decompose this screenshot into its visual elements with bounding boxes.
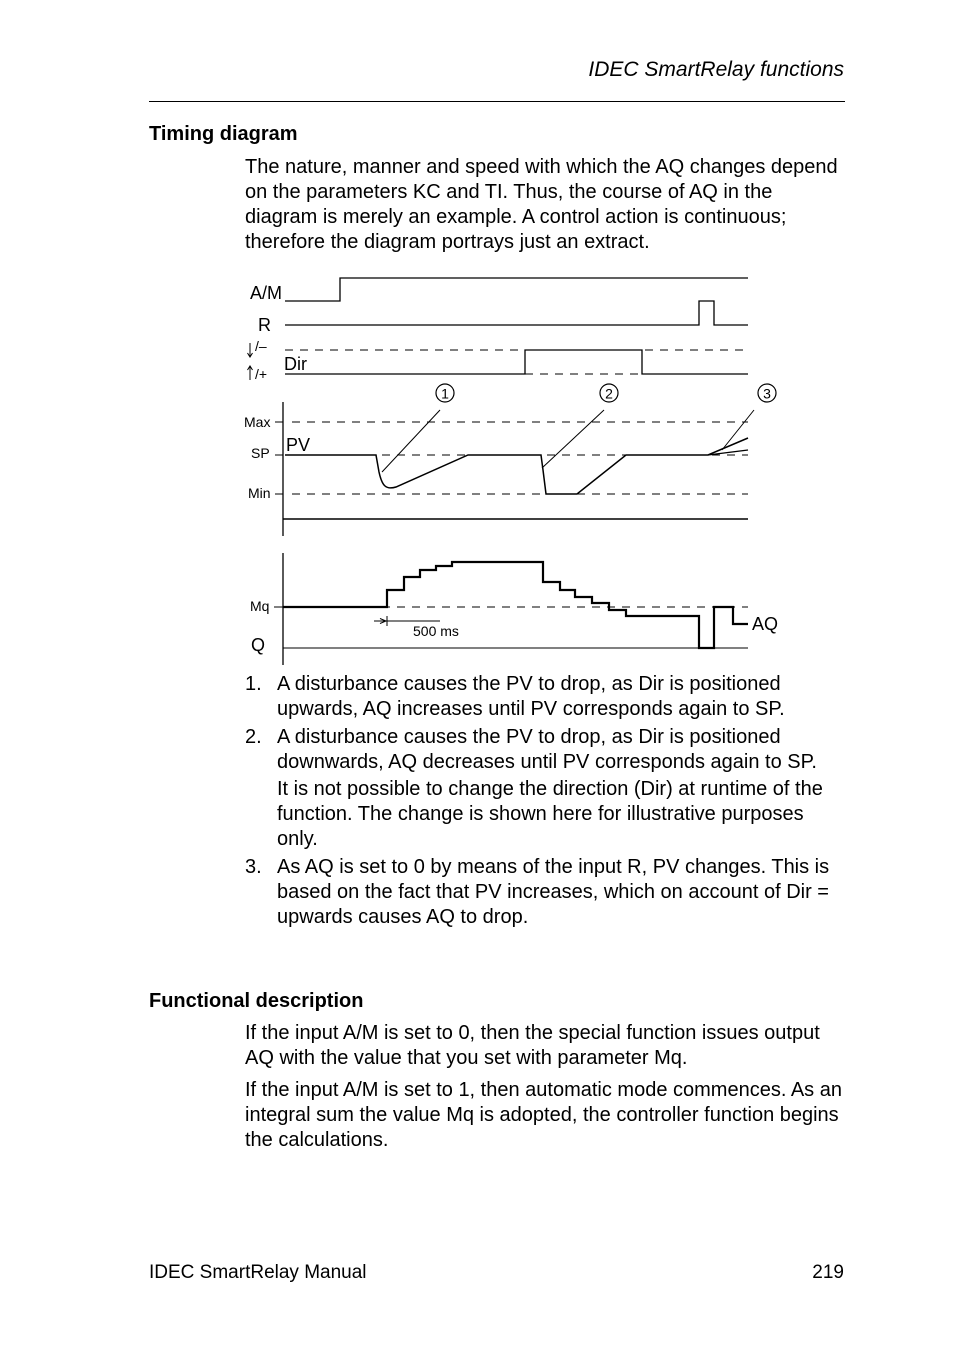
dir-signal bbox=[285, 350, 748, 374]
callout-2 bbox=[600, 384, 618, 402]
list-item bbox=[245, 855, 845, 930]
intro-paragraph: The nature, manner and speed with which the AQ changes depend on the parameters KC and TI. Thus, the course of AQ in the diagram is merely an example. A control action is continuous; therefore the diagram portrays just an extract. bbox=[245, 156, 838, 253]
label-500ms: 500 ms bbox=[413, 623, 459, 639]
callout-3 bbox=[758, 384, 776, 402]
callout-3-leader bbox=[722, 410, 754, 450]
label-pv: PV bbox=[286, 435, 311, 455]
footer-manual-title: IDEC SmartRelay Manual bbox=[149, 1262, 367, 1283]
section-heading-functional-description: Functional description bbox=[149, 990, 364, 1012]
am-signal bbox=[285, 278, 748, 301]
callout-1-leader bbox=[382, 410, 440, 472]
label-max: Max bbox=[244, 414, 271, 430]
list-item bbox=[245, 672, 845, 722]
list-item-number: 3. bbox=[245, 856, 262, 878]
label-min: Min bbox=[248, 485, 271, 501]
footer-page-number: 219 bbox=[812, 1262, 844, 1283]
timing-diagram bbox=[0, 0, 954, 672]
functional-paragraph-2: If the input A/M is set to 1, then automatic mode commences. As an integral sum the value Mq is adopted, the controller function begins the calculations. bbox=[245, 1079, 842, 1151]
numbered-list bbox=[245, 672, 845, 933]
dir-up-arrow-icon bbox=[248, 366, 253, 380]
pv-curve bbox=[285, 438, 748, 494]
functional-paragraph-1: If the input A/M is set to 0, then the special function issues output AQ with the value that you set with parameter Mq. bbox=[245, 1022, 820, 1069]
aq-signal bbox=[283, 562, 748, 648]
label-am: A/M bbox=[250, 283, 283, 303]
running-header: IDEC SmartRelay functions bbox=[588, 58, 844, 81]
label-q: Q bbox=[251, 635, 266, 655]
svg-text:2: 2 bbox=[605, 385, 613, 402]
list-item-note: It is not possible to change the direction (Dir) at runtime of the function. The change is shown here for illustrative purposes only. bbox=[277, 778, 823, 850]
callout-1 bbox=[436, 384, 454, 402]
callout-2-leader bbox=[542, 410, 604, 468]
svg-text:1: 1 bbox=[441, 385, 449, 402]
label-r: R bbox=[258, 315, 271, 335]
label-dir-plus: /+ bbox=[255, 366, 268, 382]
label-sp: SP bbox=[251, 445, 270, 461]
list-item bbox=[245, 725, 845, 852]
list-item-text: A disturbance causes the PV to drop, as Dir is positioned downwards, AQ decreases until PV corresponds again to SP. bbox=[277, 726, 817, 773]
dir-down-arrow-icon bbox=[248, 343, 253, 357]
label-dir: Dir bbox=[284, 354, 307, 374]
list-item-number: 2. bbox=[245, 726, 262, 748]
svg-text:3: 3 bbox=[763, 385, 771, 402]
list-item-number: 1. bbox=[245, 673, 262, 695]
list-item-text: As AQ is set to 0 by means of the input R, PV changes. This is based on the fact that PV increases, which on account of Dir = upwards causes AQ to drop. bbox=[277, 856, 830, 928]
r-signal bbox=[285, 301, 748, 325]
label-mq: Mq bbox=[250, 598, 270, 614]
section-heading-timing-diagram: Timing diagram bbox=[149, 123, 298, 145]
list-item-text: A disturbance causes the PV to drop, as Dir is positioned upwards, AQ increases until PV corresponds again to SP. bbox=[277, 673, 785, 720]
label-dir-minus: /– bbox=[255, 338, 267, 354]
label-aq: AQ bbox=[752, 614, 779, 634]
